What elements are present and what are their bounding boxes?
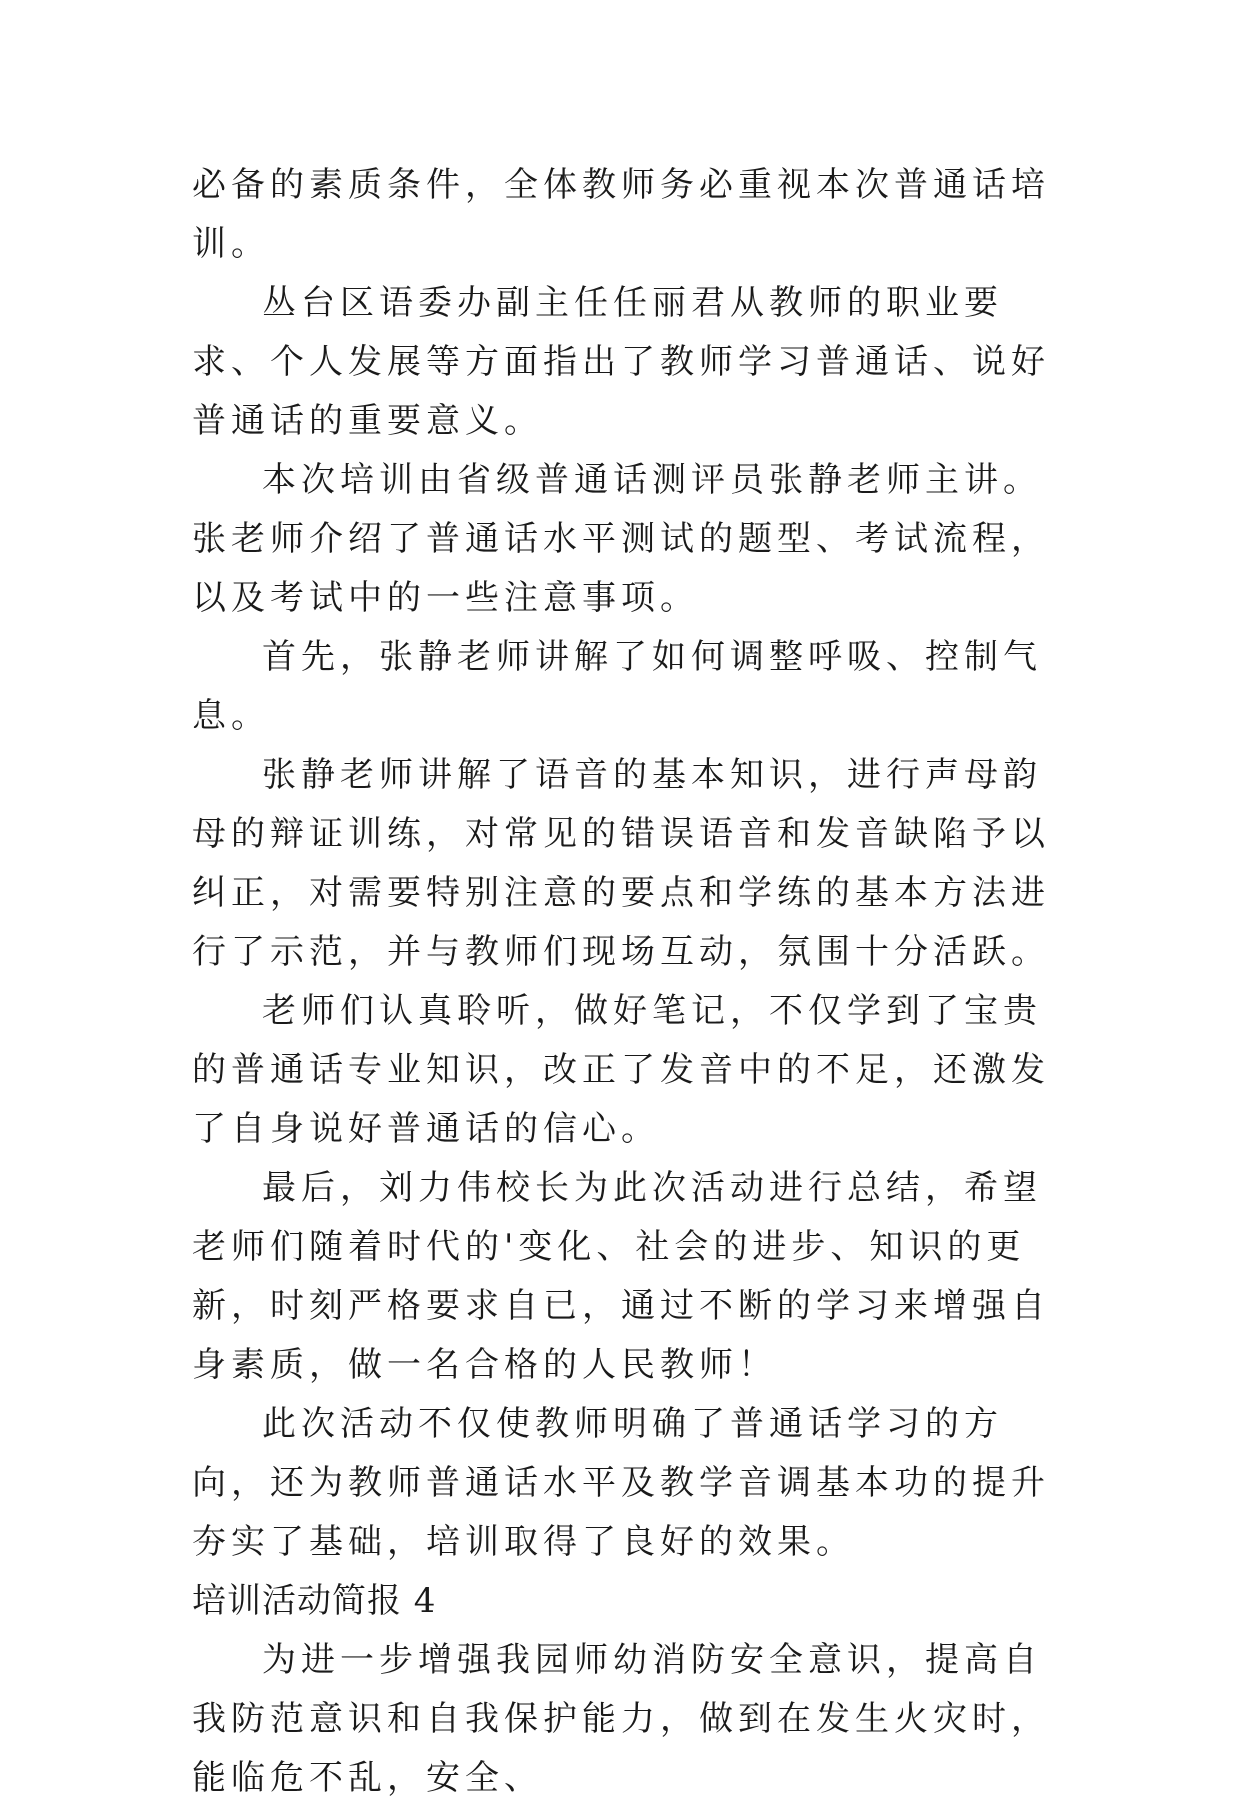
paragraph: 老师们认真聆听，做好笔记，不仅学到了宝贵的普通话专业知识，改正了发音中的不足，还激发了自身说好普通话的信心。 — [192, 991, 1050, 1149]
section-heading: 培训活动简报 4 — [192, 1581, 437, 1621]
paragraph-continuation: 必备的素质条件，全体教师务必重视本次普通话培训。 — [192, 165, 1050, 264]
paragraph: 张静老师讲解了语音的基本知识，进行声母韵母的辩证训练，对常见的错误语音和发音缺陷予以纠正，对需要特别注意的要点和学练的基本方法进行了示范，并与教师们现场互动，氛围十分活跃。 — [192, 755, 1050, 972]
paragraph: 为进一步增强我园师幼消防安全意识，提高自我防范意识和自我保护能力，做到在发生火灾时，能临危不乱，安全、 — [192, 1640, 1050, 1798]
paragraph: 本次培训由省级普通话测评员张静老师主讲。张老师介绍了普通话水平测试的题型、考试流程，以及考试中的一些注意事项。 — [192, 460, 1050, 618]
paragraph: 丛台区语委办副主任任丽君从教师的职业要求、个人发展等方面指出了教师学习普通话、说好普通话的重要意义。 — [192, 283, 1050, 441]
paragraph: 最后，刘力伟校长为此次活动进行总结，希望老师们随着时代的'变化、社会的进步、知识的更新，时刻严格要求自已，通过不断的学习来增强自身素质，做一名合格的人民教师！ — [192, 1168, 1050, 1385]
paragraph: 此次活动不仅使教师明确了普通话学习的方向，还为教师普通话水平及教学音调基本功的提升夯实了基础，培训取得了良好的效果。 — [192, 1404, 1050, 1562]
paragraph: 首先，张静老师讲解了如何调整呼吸、控制气息。 — [192, 637, 1042, 736]
document-body — [192, 156, 1072, 1808]
